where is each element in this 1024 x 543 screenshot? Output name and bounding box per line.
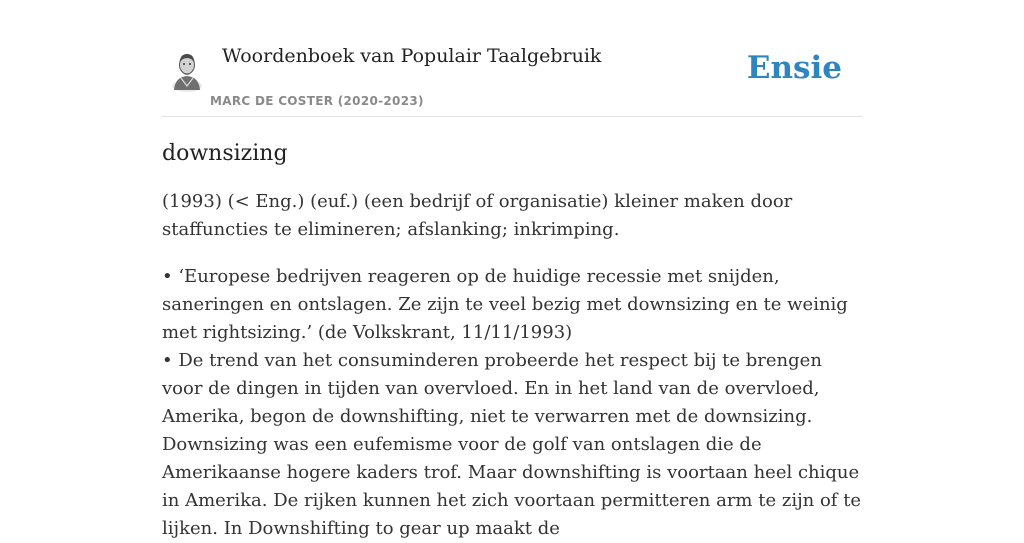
entry-definition: (1993) (< Eng.) (euf.) (een bedrijf of organisatie) kleiner maken door staffuncties te elimineren; afslanking; inkrimping. [162,191,793,240]
author-name[interactable]: MARC DE COSTER (2020-2023) [210,94,424,108]
citation-item: • ‘Europese bedrijven reageren op de huidige recessie met snijden, saneringen en ontslagen. Ze zijn te veel bezig met downsizing en te weinig met rightsizing.’ (de Volkskrant, 11/11/1993) [162,266,848,343]
dictionary-title[interactable]: Woordenboek van Populair Taalgebruik [222,45,602,67]
dictionary-header [162,0,862,117]
entry-term: downsizing [162,141,288,166]
entry-container [162,0,862,543]
author-portrait-icon[interactable] [170,50,204,90]
ensie-logo[interactable]: Ensie [746,50,842,86]
citation-item: • De trend van het consuminderen probeerde het respect bij te brengen voor de dingen in tijden van overvloed. En in het land van de overvloed, Amerika, begon de downshifting, niet te verwarren met de downsizing. Downsizing was een eufemisme voor de golf van ontslagen die de Amerikaanse hogere kaders trof. Maar downshifting is voortaan heel chique in Amerika. De rijken kunnen het zich voortaan permitteren arm te zijn of te lijken. In Downshifting to gear up maakt de [162,350,862,539]
citation-list [162,263,862,543]
